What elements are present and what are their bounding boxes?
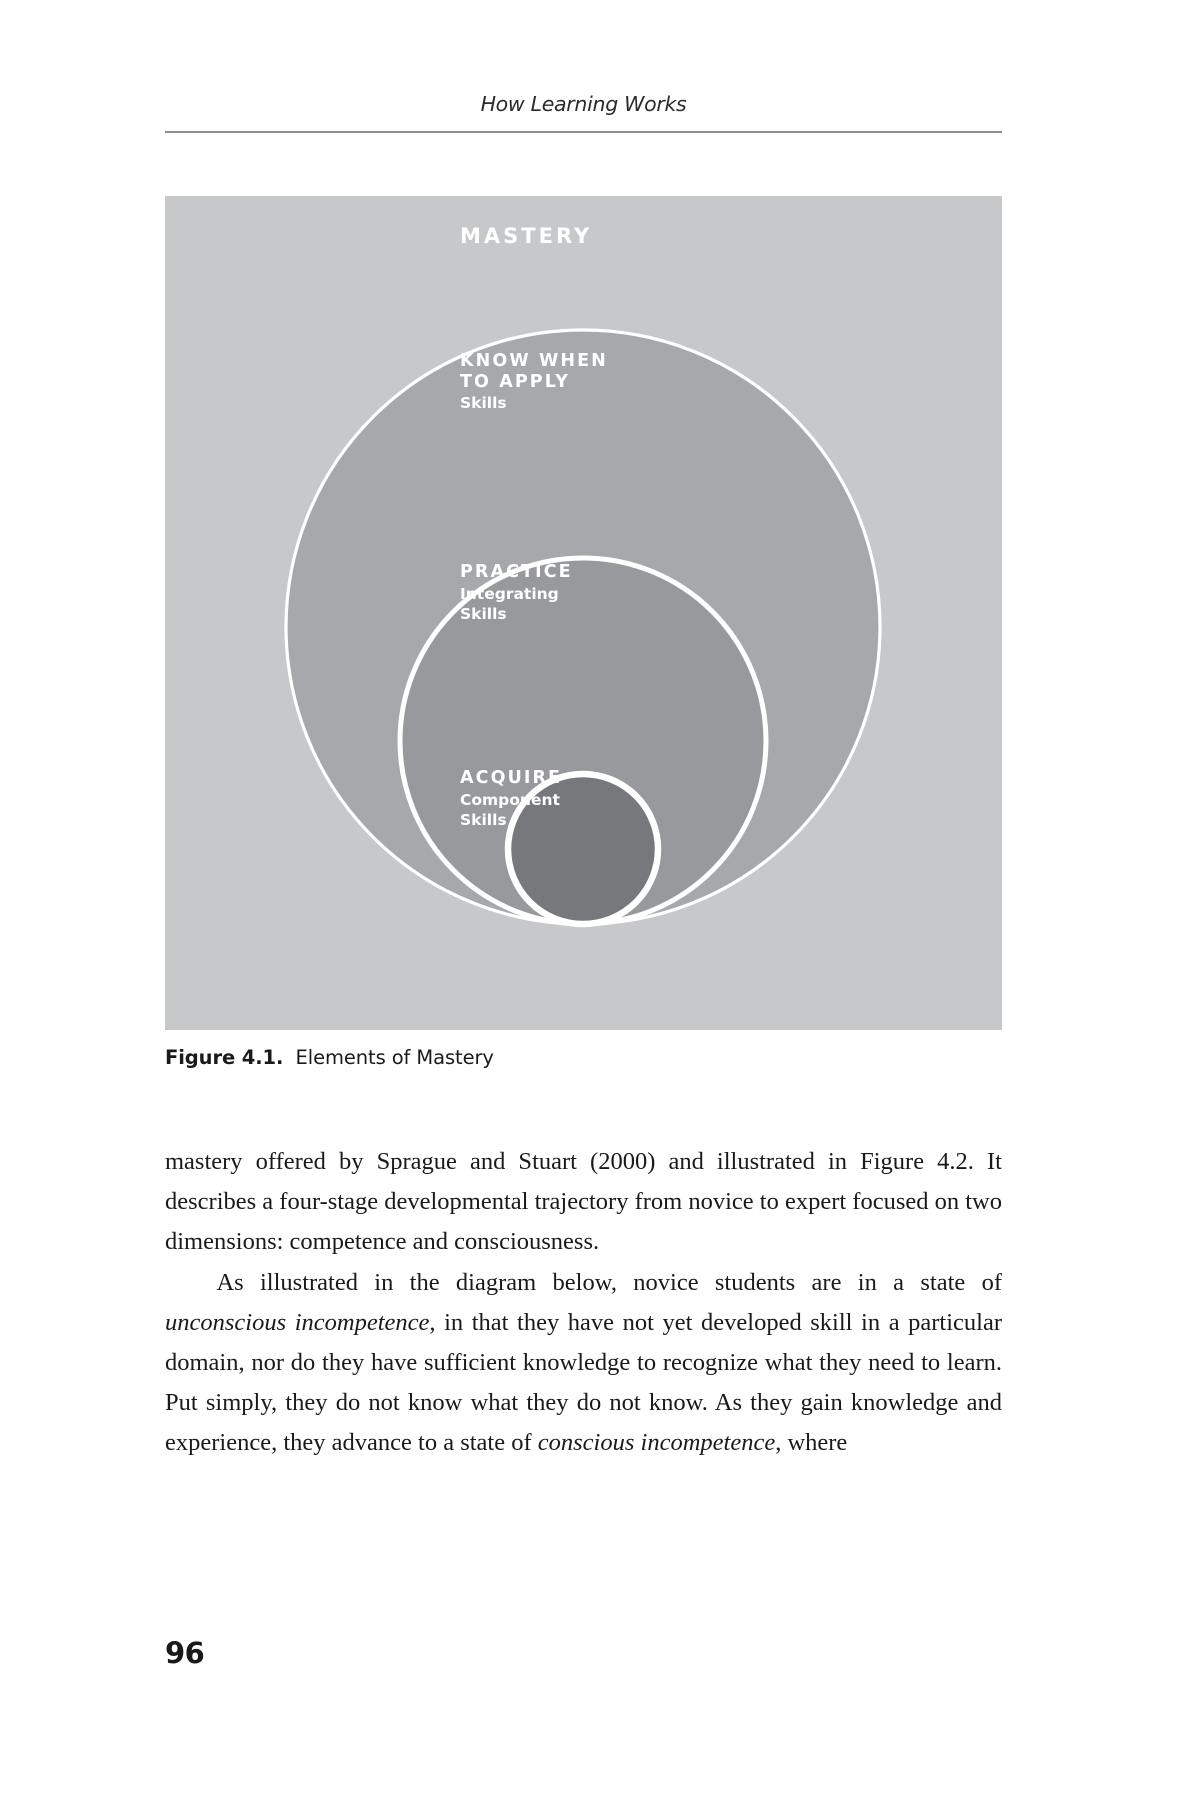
- label-acquire: [460, 768, 562, 829]
- label-acquire-title: ACQUIRE: [460, 768, 563, 788]
- label-practice-subtitle-line2: Skills: [460, 604, 507, 623]
- label-know-when-line2: TO APPLY: [460, 371, 570, 392]
- label-acquire-subtitle-line2: Skills: [460, 810, 507, 829]
- page-number: 96: [165, 1636, 205, 1670]
- paragraph-2-part-a: As illustrated in the diagram below, novice students are in a state of: [216, 1268, 1002, 1296]
- figure-caption: [165, 1046, 1002, 1069]
- running-head: How Learning Works: [480, 92, 687, 116]
- figure-caption-label: Figure 4.1.: [165, 1046, 284, 1069]
- label-practice-title: PRACTICE: [460, 562, 573, 582]
- body-text: [165, 1142, 1002, 1464]
- label-mastery: [460, 224, 592, 249]
- label-acquire-subtitle-line1: Component: [460, 790, 560, 809]
- label-know-when-subtitle: Skills: [460, 394, 507, 413]
- paragraph-2: [165, 1263, 1002, 1464]
- header-rule: [165, 131, 1002, 133]
- paragraph-2-part-b: , in that they have not yet developed skill in a particular domain, nor do they have sufficient knowledge to recognize what they need to learn. Put simply, they do not know what they do not know. As they gain knowledge and experience, they advance to a state of: [165, 1308, 1003, 1457]
- nested-circles-diagram: [165, 196, 1002, 1030]
- paragraph-2-emphasis-1: unconscious incompetence: [165, 1308, 430, 1336]
- figure-caption-text: Elements of Mastery: [295, 1046, 494, 1069]
- label-know-when-line1: KNOW WHEN: [460, 351, 608, 371]
- paragraph-2-emphasis-2: conscious incompetence: [537, 1429, 776, 1457]
- paragraph-1: mastery offered by Sprague and Stuart (2000) and illustrated in Figure 4.2. It describes a four-stage developmental trajectory from novice to expert focused on two dimensions: competence and consciousness.: [165, 1148, 1002, 1256]
- figure-4-1-image: [165, 196, 1002, 1030]
- label-practice: [460, 562, 573, 623]
- paragraph-2-part-c: , where: [775, 1429, 848, 1457]
- label-know-when-to-apply: [460, 351, 608, 413]
- label-mastery-title: MASTERY: [460, 224, 593, 248]
- label-practice-subtitle-line1: Integrating: [460, 584, 559, 603]
